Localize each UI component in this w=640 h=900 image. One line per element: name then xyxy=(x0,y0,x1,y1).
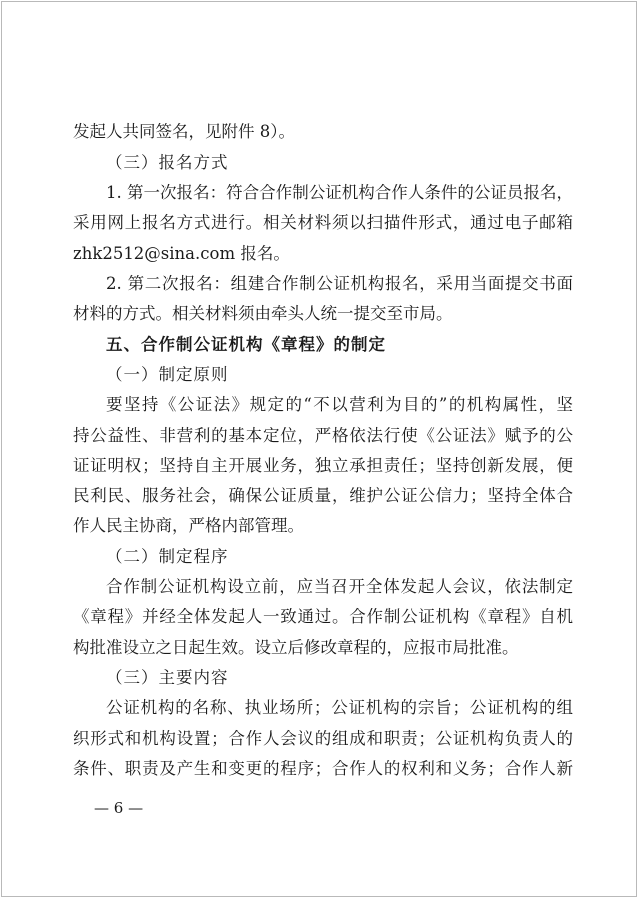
text-line: 材料的方式。相关材料须由牵头人统一提交至市局。 xyxy=(73,304,453,323)
subheading-registration-method: （三）报名方式 xyxy=(106,153,229,172)
text-line: 条件、职责及产生和变更的程序；合作人的权利和义务；合作人新 xyxy=(73,759,573,778)
text-line: 构批准设立之日起生效。设立后修改章程的，应报市局批准。 xyxy=(73,638,519,657)
page-number: — 6 — xyxy=(94,799,144,817)
text-line: 民利民、服务社会，确保公证质量，维护公证公信力；坚持全体合 xyxy=(73,486,573,505)
subheading-main-content: （三）主要内容 xyxy=(106,668,229,687)
text-line: 作人民主协商，严格内部管理。 xyxy=(73,516,304,535)
text-line: 1. 第一次报名：符合合作制公证机构合作人条件的公证员报名， xyxy=(106,183,573,202)
email-line: zhk2512@sina.com 报名。 xyxy=(73,244,290,263)
section-heading: 五、合作制公证机构《章程》的制定 xyxy=(106,335,386,354)
text-line: 2. 第二次报名：组建合作制公证机构报名，采用当面提交书面 xyxy=(106,274,573,293)
subheading-principles: （一）制定原则 xyxy=(106,365,229,384)
subheading-procedure: （二）制定程序 xyxy=(106,547,229,566)
text-line: 发起人共同签名，见附件 8）。 xyxy=(73,122,295,141)
text-line: 公证机构的名称、执业场所；公证机构的宗旨；公证机构的组 xyxy=(106,698,573,717)
text-line: 要坚持《公证法》规定的“不以营利为目的”的机构属性，坚 xyxy=(106,395,573,414)
text-line: 《章程》并经全体发起人一致通过。合作制公证机构《章程》自机 xyxy=(73,607,573,626)
text-line: 合作制公证机构设立前，应当召开全体发起人会议，依法制定 xyxy=(106,577,573,596)
text-line: 织形式和机构设置；合作人会议的组成和职责；公证机构负责人的 xyxy=(73,729,573,748)
text-line: 采用网上报名方式进行。相关材料须以扫描件形式，通过电子邮箱 xyxy=(73,213,573,232)
text-line: 持公益性、非营利的基本定位，严格依法行使《公证法》赋予的公 xyxy=(73,426,573,445)
text-line: 证证明权；坚持自主开展业务，独立承担责任；坚持创新发展，便 xyxy=(73,456,573,475)
